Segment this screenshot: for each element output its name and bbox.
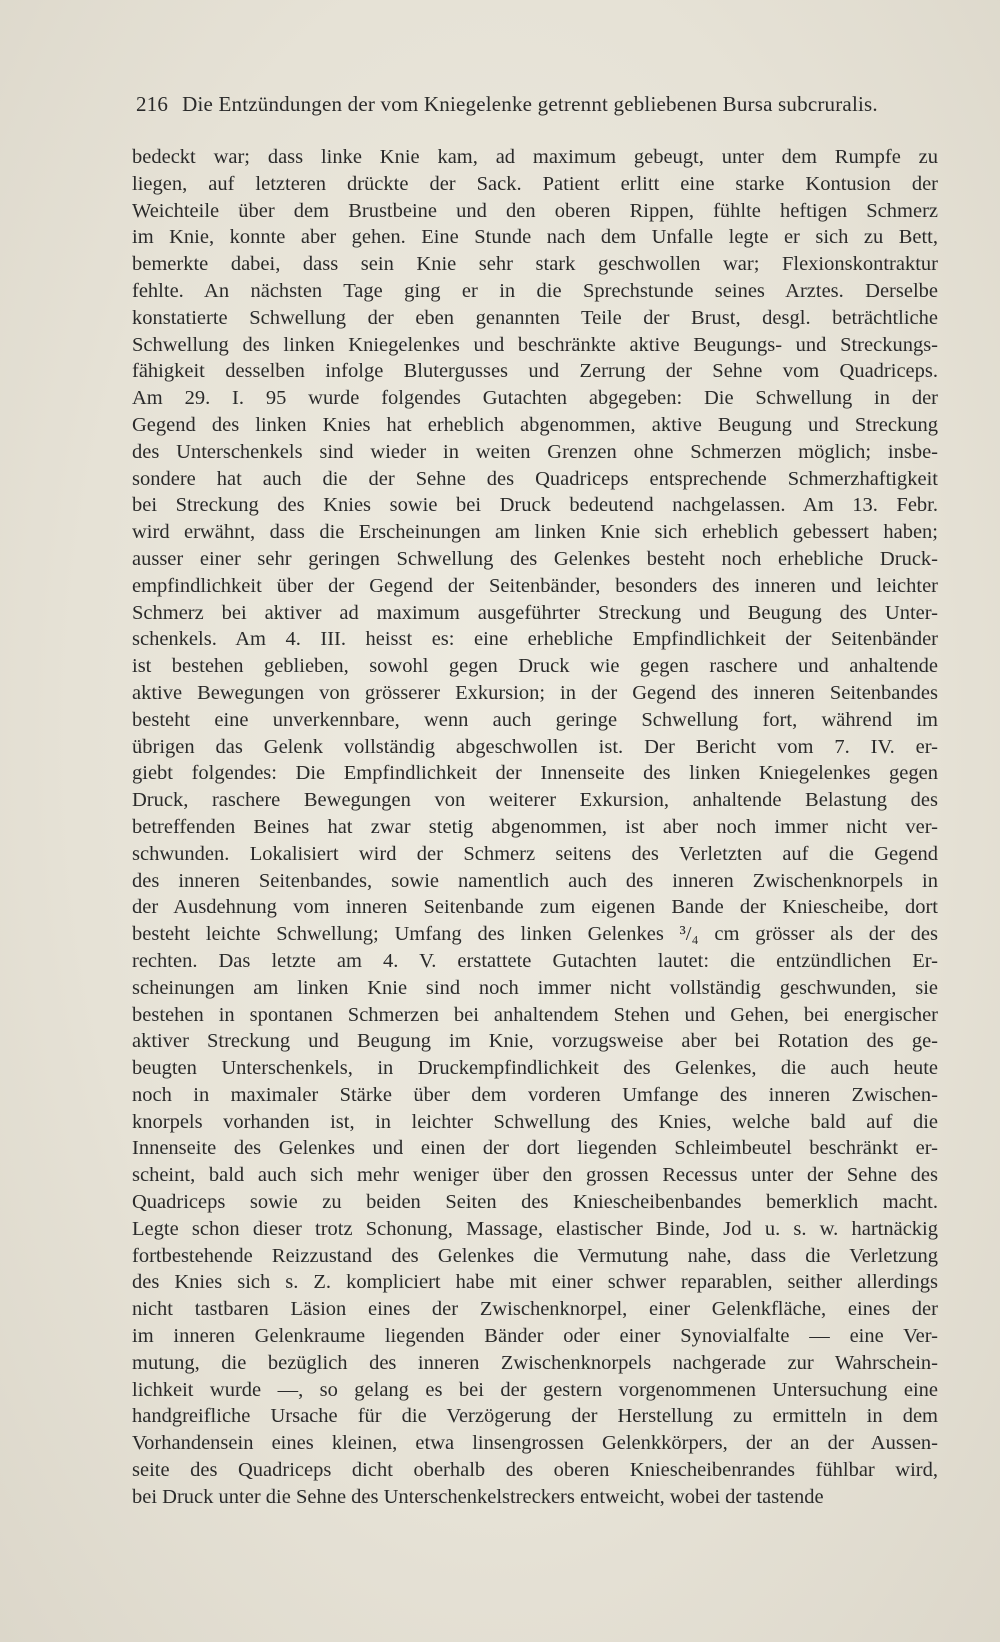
running-header [136,92,936,117]
text-line: liegen, auf letzteren drückte der Sack. Patient erlitt eine starke Kontusion der [132,172,938,195]
text-line: im inneren Gelenkraume liegenden Bänder oder einer Synovialfalte — eine Ver- [132,1325,938,1348]
text-line: bestehen in spontanen Schmerzen bei anhaltendem Stehen und Gehen, bei energischer [132,1003,938,1026]
text-line: des Unterschenkels sind wieder in weiten Grenzen ohne Schmerzen möglich; insbe- [132,440,938,463]
text-line: noch in maximaler Stärke über dem vorderen Umfange des inneren Zwischen- [132,1083,938,1106]
text-line: giebt folgendes: Die Empfindlichkeit der Innenseite des linken Kniegelenkes gegen [132,762,938,785]
text-line: Am 29. I. 95 wurde folgendes Gutachten abgegeben: Die Schwellung in der [132,387,938,410]
text-line: Innenseite des Gelenkes und einen der dort liegenden Schleimbeutel beschränkt er- [132,1137,938,1160]
page-number: 216 [136,92,169,116]
text-line: knorpels vorhanden ist, in leichter Schwellung des Knies, welche bald auf die [132,1110,938,1133]
text-line: fortbestehende Reizzustand des Gelenkes die Vermutung nahe, dass die Verletzung [132,1244,938,1267]
text-line: mutung, die bezüglich des inneren Zwischenknorpels nachgerade zur Wahrschein- [132,1351,938,1374]
text-line: fehlte. An nächsten Tage ging er in die Sprechstunde seines Arztes. Derselbe [132,279,938,302]
text-line: schwunden. Lokalisiert wird der Schmerz seitens des Verletzten auf die Gegend [132,842,938,865]
text-line: bei Streckung des Knies sowie bei Druck bedeutend nachgelassen. Am 13. Febr. [132,494,938,517]
text-line: schenkels. Am 4. III. heisst es: eine erhebliche Empfindlichkeit der Seitenbänder [132,628,938,651]
text-line: beugten Unterschenkels, in Druckempfindlichkeit des Gelenkes, die auch heute [132,1057,938,1080]
text-line: Schwellung des linken Kniegelenkes und beschränkte aktive Beugungs- und Streckungs- [132,333,938,356]
running-title: Die Entzündungen der vom Kniegelenke getrennt gebliebenen Bursa subcruralis. [182,92,878,116]
text-line: Schmerz bei aktiver ad maximum ausgeführter Streckung und Beugung des Unter- [132,601,938,624]
text-line: aktiver Streckung und Beugung im Knie, vorzugsweise aber bei Rotation des ge- [132,1030,938,1053]
text-line: Weichteile über dem Brustbeine und den oberen Rippen, fühlte heftigen Schmerz [132,199,938,222]
text-line: der Ausdehnung vom inneren Seitenbande zum eigenen Bande der Kniescheibe, dort [132,896,938,919]
text-line: betreffenden Beines hat zwar stetig abgenommen, ist aber noch immer nicht ver- [132,815,938,838]
text-line: des inneren Seitenbandes, sowie namentlich auch des inneren Zwischenknorpels in [132,869,938,892]
text-line: nicht tastbaren Läsion eines der Zwischenknorpel, einer Gelenkfläche, eines der [132,1298,938,1321]
text-line: bedeckt war; dass linke Knie kam, ad maximum gebeugt, unter dem Rumpfe zu [132,146,938,168]
text-line: fähigkeit desselben infolge Blutergusses und Zerrung der Sehne vom Quadriceps. [132,360,938,383]
text-line: besteht eine unverkennbare, wenn auch geringe Schwellung fort, während im [132,708,938,731]
text-line: aktive Bewegungen von grösserer Exkursion; in der Gegend des inneren Seitenbandes [132,681,938,704]
text-line: übrigen das Gelenk vollständig abgeschwollen ist. Der Bericht vom 7. IV. er- [132,735,938,758]
text-line: handgreifliche Ursache für die Verzögerung der Herstellung zu ermitteln in dem [132,1405,938,1428]
text-line: wird erwähnt, dass die Erscheinungen am linken Knie sich erheblich gebessert haben; [132,521,938,544]
body-text [132,144,938,1511]
text-line: Quadriceps sowie zu beiden Seiten des Kniescheibenbandes bemerklich macht. [132,1191,938,1214]
text-line: konstatierte Schwellung der eben genannten Teile der Brust, desgl. beträchtliche [132,306,938,329]
text-line: besteht leichte Schwellung; Umfang des linken Gelenkes ³/₄ cm grösser als der des [132,923,938,946]
text-line: scheint, bald auch sich mehr weniger über den grossen Recessus unter der Sehne des [132,1164,938,1187]
text-line: Gegend des linken Knies hat erheblich abgenommen, aktive Beugung und Streckung [132,413,938,436]
text-line: sondere hat auch die der Sehne des Quadriceps entsprechende Schmerzhaftigkeit [132,467,938,490]
text-line: bei Druck unter die Sehne des Unterschenkelstreckers entweicht, wobei der tastende [132,1485,824,1508]
text-line: rechten. Das letzte am 4. V. erstattete Gutachten lautet: die entzündlichen Er- [132,949,938,972]
text-line: ist bestehen geblieben, sowohl gegen Druck wie gegen raschere und anhaltende [132,655,938,678]
text-line: empfindlichkeit über der Gegend der Seitenbänder, besonders des inneren und leichter [132,574,938,597]
text-line: Legte schon dieser trotz Schonung, Massage, elastischer Binde, Jod u. s. w. hartnäckig [132,1217,938,1240]
text-line: seite des Quadriceps dicht oberhalb des oberen Kniescheibenrandes fühlbar wird, [132,1459,938,1482]
text-line: Vorhandensein eines kleinen, etwa linsengrossen Gelenkkörpers, der an der Aussen- [132,1432,938,1455]
text-line: des Knies sich s. Z. kompliciert habe mit einer schwer reparablen, seither allerdings [132,1271,938,1294]
text-line: im Knie, konnte aber gehen. Eine Stunde nach dem Unfalle legte er sich zu Bett, [132,226,938,249]
text-line: Druck, raschere Bewegungen von weiterer Exkursion, anhaltende Belastung des [132,789,938,812]
text-line: lichkeit wurde —, so gelang es bei der gestern vorgenommenen Untersuchung eine [132,1378,938,1401]
text-line: bemerkte dabei, dass sein Knie sehr stark geschwollen war; Flexionskontraktur [132,253,938,276]
text-line: scheinungen am linken Knie sind noch immer nicht vollständig geschwunden, sie [132,976,938,999]
text-line: ausser einer sehr geringen Schwellung des Gelenkes besteht noch erhebliche Druck- [132,547,938,570]
